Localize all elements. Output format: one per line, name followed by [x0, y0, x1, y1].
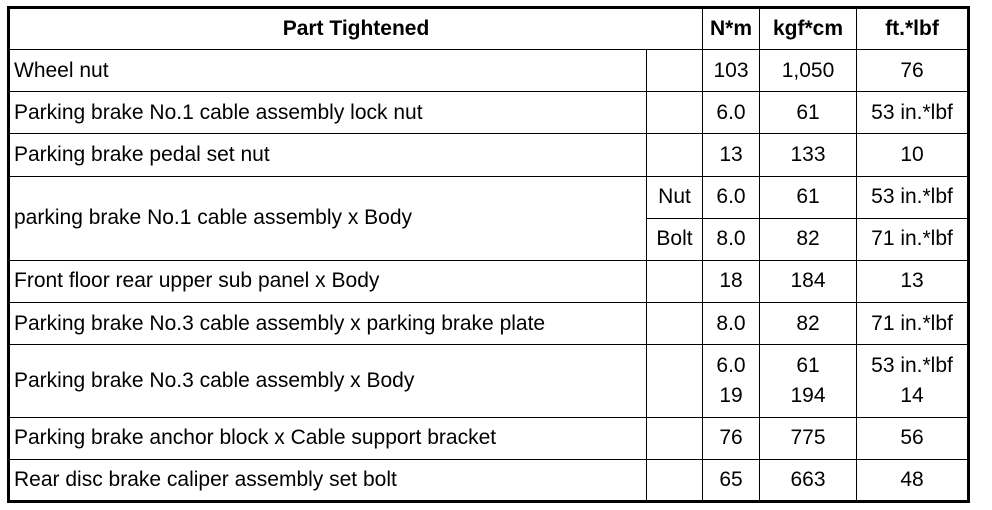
- nm-cell: 8.0: [703, 218, 760, 260]
- part-cell: Parking brake pedal set nut: [9, 134, 647, 176]
- header-kgf-cm: kgf*cm: [760, 8, 857, 50]
- fastener-cell: [647, 92, 703, 134]
- nm-cell: 6.0: [703, 92, 760, 134]
- header-nm: N*m: [703, 8, 760, 50]
- kgf-cm-cell: 82: [760, 218, 857, 260]
- part-cell: Parking brake No.3 cable assembly x parking brake plate: [9, 303, 647, 345]
- table-row: [9, 176, 969, 218]
- part-cell: Parking brake No.1 cable assembly lock nut: [9, 92, 647, 134]
- fastener-cell: [647, 417, 703, 459]
- part-cell: Wheel nut: [9, 50, 647, 92]
- table-row: [9, 417, 969, 459]
- nm-cell: 8.0: [703, 303, 760, 345]
- kgf-cm-cell: 82: [760, 303, 857, 345]
- fastener-cell: [647, 50, 703, 92]
- table-row: [9, 303, 969, 345]
- header-row: [9, 8, 969, 50]
- table-row: [9, 134, 969, 176]
- fastener-cell: [647, 345, 703, 417]
- table-row: [9, 459, 969, 501]
- ft-lbf-cell: [857, 345, 969, 417]
- ft-lbf-cell: 53 in.*lbf: [857, 176, 969, 218]
- nm-cell: [703, 345, 760, 417]
- table-row: [9, 260, 969, 302]
- fastener-cell: [647, 134, 703, 176]
- part-cell: Parking brake No.3 cable assembly x Body: [9, 345, 647, 417]
- ft-lbf-cell: 76: [857, 50, 969, 92]
- part-cell: Parking brake anchor block x Cable support bracket: [9, 417, 647, 459]
- header-part-tightened: Part Tightened: [9, 8, 703, 50]
- fastener-cell: [647, 303, 703, 345]
- fastener-cell: [647, 459, 703, 501]
- nm-value: 6.0: [716, 353, 746, 377]
- nm-value: 19: [719, 383, 743, 407]
- ft-lbf-cell: 71 in.*lbf: [857, 303, 969, 345]
- ft-lbf-value: 53 in.*lbf: [871, 353, 953, 377]
- kgf-cm-cell: 1,050: [760, 50, 857, 92]
- part-cell: Rear disc brake caliper assembly set bolt: [9, 459, 647, 501]
- fastener-cell: [647, 260, 703, 302]
- kgf-cm-cell: 61: [760, 176, 857, 218]
- table-row: [9, 50, 969, 92]
- nm-cell: 13: [703, 134, 760, 176]
- part-cell: Front floor rear upper sub panel x Body: [9, 260, 647, 302]
- kgf-cm-cell: 184: [760, 260, 857, 302]
- nm-cell: 76: [703, 417, 760, 459]
- nm-cell: 6.0: [703, 176, 760, 218]
- kgf-cm-cell: 133: [760, 134, 857, 176]
- kgf-cm-cell: 61: [760, 92, 857, 134]
- kgf-cm-cell: 663: [760, 459, 857, 501]
- table-row: [9, 345, 969, 417]
- ft-lbf-cell: 10: [857, 134, 969, 176]
- torque-specification-table: [7, 6, 970, 503]
- fastener-cell: Bolt: [647, 218, 703, 260]
- ft-lbf-cell: 71 in.*lbf: [857, 218, 969, 260]
- fastener-cell: Nut: [647, 176, 703, 218]
- kgf-cm-value: 194: [790, 383, 826, 407]
- part-cell: parking brake No.1 cable assembly x Body: [9, 176, 647, 260]
- ft-lbf-cell: 48: [857, 459, 969, 501]
- nm-cell: 103: [703, 50, 760, 92]
- nm-cell: 18: [703, 260, 760, 302]
- ft-lbf-cell: 56: [857, 417, 969, 459]
- ft-lbf-value: 14: [900, 383, 924, 407]
- kgf-cm-cell: [760, 345, 857, 417]
- nm-cell: 65: [703, 459, 760, 501]
- ft-lbf-cell: 53 in.*lbf: [857, 92, 969, 134]
- ft-lbf-cell: 13: [857, 260, 969, 302]
- kgf-cm-value: 61: [796, 353, 820, 377]
- header-ft-lbf: ft.*lbf: [857, 8, 969, 50]
- kgf-cm-cell: 775: [760, 417, 857, 459]
- table-row: [9, 92, 969, 134]
